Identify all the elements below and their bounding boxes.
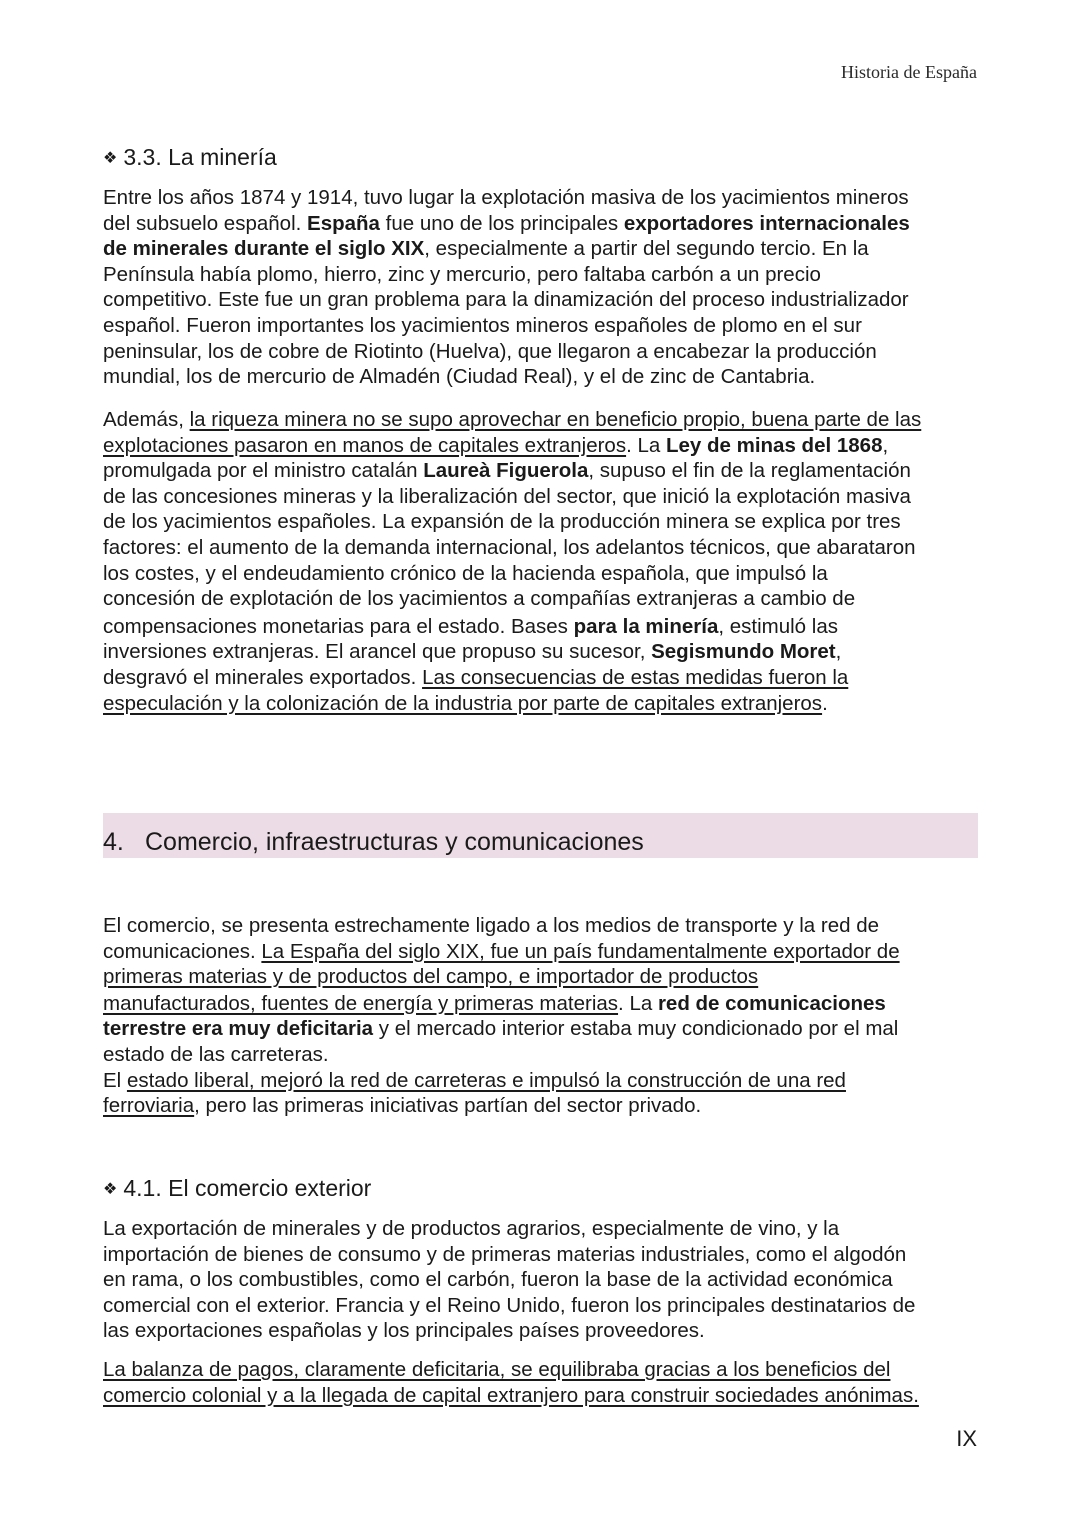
running-header: Historia de España: [841, 62, 977, 82]
section-title: Comercio, infraestructuras y comunicaciones: [145, 828, 644, 856]
subsection-title: 3.3. La minería: [123, 144, 277, 170]
diamond-bullet-icon: ❖: [103, 150, 118, 167]
subsection-heading-mineria: [103, 143, 277, 173]
diamond-bullet-icon: ❖: [103, 1181, 118, 1198]
section-number: 4.: [103, 828, 124, 856]
page-number: IX: [956, 1426, 977, 1451]
paragraph-mineria-2: Además, la riqueza minera no se supo aprovechar en beneficio propio, buena parte de las explotaciones pasaron en manos de capitales extranjeros. La Ley de minas del 1868, promulgada por el ministro catalán Laureà Figuerola, supuso el fin de la reglamentación de las concesiones mineras y la liberalización del sector, que inició la explotación masiva de los yacimientos españoles. La expansión de la producción minera se explica por tres factores: el aumento de la demanda internacional, los adelantos técnicos, que abarataron los costes, y el endeudamiento crónico de la hacienda española, que impulsó la concesión de explotación de los yacimientos a compañías extranjeras a cambio de compensaciones monetarias para el estado. Bases para la minería, estimuló las inversiones extranjeras. El arancel que propuso su sucesor, Segismundo Moret, desgravó el minerales exportados. Las consecuencias de estas medidas fueron la especulación y la colonización de la industria por parte de capitales extranjeros.: [103, 408, 922, 715]
paragraph-mineria-1: Entre los años 1874 y 1914, tuvo lugar la explotación masiva de los yacimientos mineros del subsuelo español. España fue uno de los principales exportadores internacionales de minerales durante el siglo XIX, especialmente a partir del segundo tercio. En la Península había plomo, hierro, zinc y mercurio, pero faltaba carbón a un precio competitivo. Este fue un gran problema para la dinamización del proceso industrializador español. Fueron importantes los yacimientos mineros españoles de plomo en el sur peninsular, los de cobre de Riotinto (Huelva), que llegaron a encabezar la producción mundial, los de mercurio de Almadén (Ciudad Real), y el de zinc de Cantabria.: [103, 186, 910, 389]
subsection-title: 4.1. El comercio exterior: [123, 1175, 372, 1201]
section-heading-4: [103, 826, 644, 858]
paragraph-comercio-exterior-2: La balanza de pagos, claramente deficitaria, se equilibraba gracias a los beneficios del comercio colonial y a la llegada de capital extranjero para construir sociedades anónimas.: [103, 1358, 919, 1407]
paragraph-comercio-intro: El comercio, se presenta estrechamente ligado a los medios de transporte y la red de comunicaciones. La España del siglo XIX, fue un país fundamentalmente exportador de primeras materias y de productos del campo, e importador de productos manufacturados, fuentes de energía y primeras materias. La red de comunicaciones terrestre era muy deficitaria y el mercado interior estaba muy condicionado por el mal estado de las carreteras. El estado liberal, mejoró la red de carreteras e impulsó la construcción de una red ferroviaria, pero las primeras iniciativas partían del sector privado.: [103, 914, 900, 1118]
paragraph-comercio-exterior-1: La exportación de minerales y de productos agrarios, especialmente de vino, y la importación de bienes de consumo y de primeras materias industriales, como el algodón en rama, o los combustibles, como el carbón, fueron la base de la actividad económica comercial con el exterior. Francia y el Reino Unido, fueron los principales destinatarios de las exportaciones españolas y los principales países proveedores.: [103, 1217, 916, 1343]
subsection-heading-comercio-exterior: [103, 1174, 371, 1204]
